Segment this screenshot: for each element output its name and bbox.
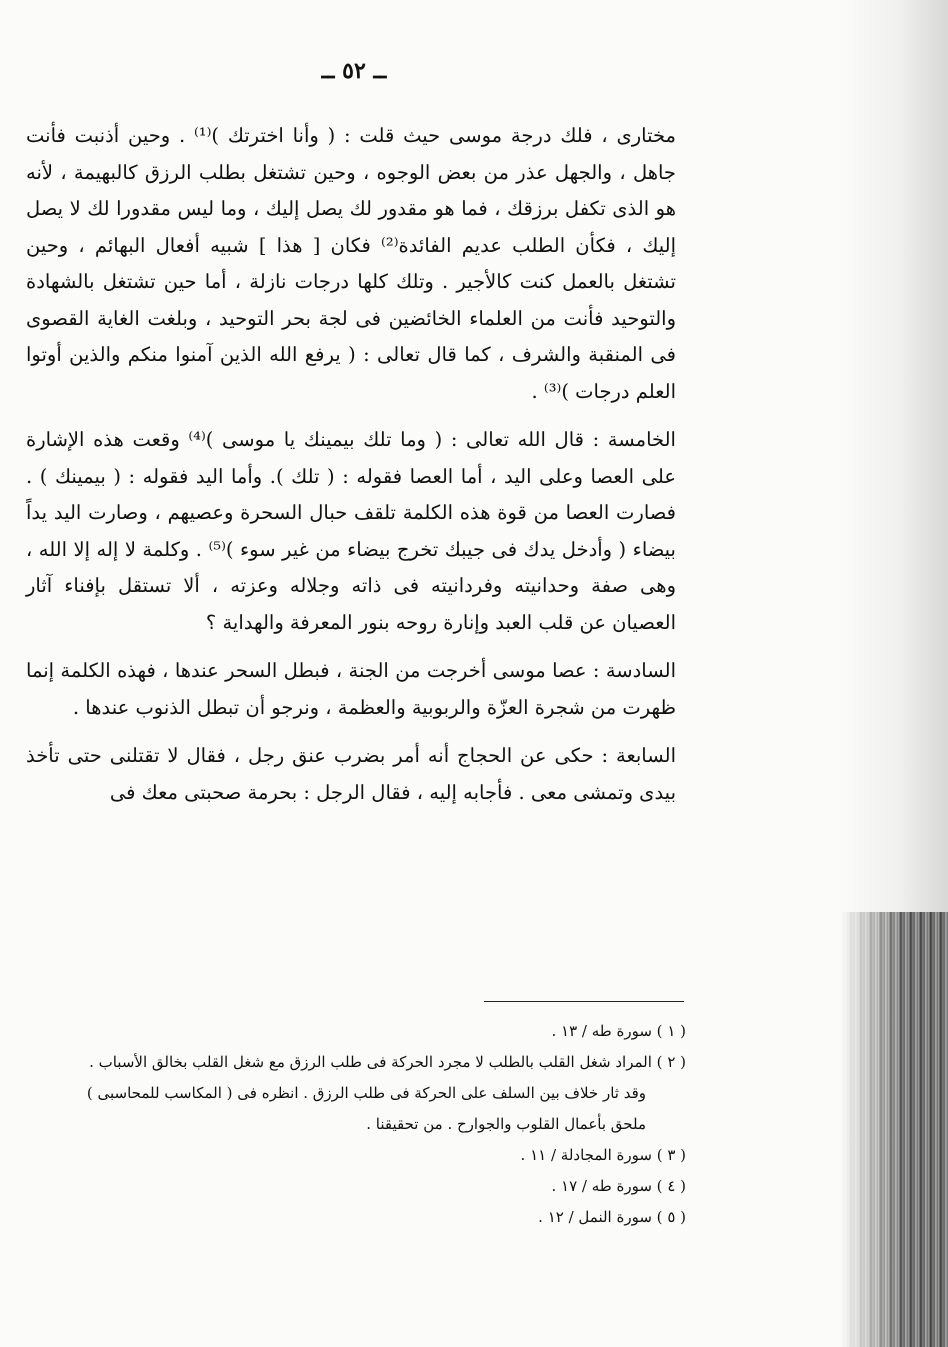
footnote-continuation: ملحق بأعمال القلوب والجوارح . من تحقيقنا . <box>366 1115 646 1133</box>
paragraph: السادسة : عصا موسى أخرجت من الجنة ، فبطل السحر عندها ، فهذه الكلمة إنما ظهرت من شجرة العزّة والربوبية والعظمة ، ونرجو أن تبطل الذنوب عندها . <box>26 659 676 719</box>
page-number: ــ ٥٢ ــ <box>321 58 387 84</box>
footnotes <box>26 1016 686 1233</box>
paragraph: مختارى ، فلك درجة موسى حيث قلت : ( وأنا اخترتك )⁽¹⁾ . وحين أذنبت فأنت جاهل ، والجهل عذر من بعض الوجوه ، وحين تشتغل بطلب الرزق كالبهيمة ، لأنه هو الذى تكفل برزقك ، فما هو مقدور لك يصل إليك ، وما ليس مقدورا لك لا يصل إليك ، فكأن الطلب عديم الفائدة⁽²⁾ فكان [ هذا ] شبيه أفعال البهائم ، وحين تشتغل بالعمل كنت كالأجير . وتلك كلها درجات نازلة ، أما حين تشتغل بالشهادة والتوحيد فأنت من العلماء الخائضين فى لجة بحر التوحيد ، وبلغت الغاية القصوى فى المنقبة والشرف ، كما قال تعالى : ( يرفع الله الذين آمنوا منكم والذين أوتوا العلم درجات )⁽³⁾ . <box>26 124 677 403</box>
footnote-continuation: وقد ثار خلاف بين السلف على الحركة فى طلب الرزق . انظره فى ( المكاسب للمحاسبى ) <box>86 1084 646 1102</box>
main-text <box>26 118 676 811</box>
footnote: ( ٢ ) المراد شغل القلب بالطلب لا مجرد الحركة فى طلب الرزق مع شغل القلب بخالق الأسباب . <box>89 1053 686 1071</box>
footnote: ( ٣ ) سورة المجادلة / ١١ . <box>520 1146 686 1164</box>
paragraph: الخامسة : قال الله تعالى : ( وما تلك بيمينك يا موسى )⁽⁴⁾ وقعت هذه الإشارة على العصا وعلى اليد ، أما العصا فقوله : ( تلك ). وأما اليد فقوله : ( بيمينك ) . فصارت العصا من قوة هذه الكلمة تلقف حبال السحرة وعصيهم ، وصارت اليد يداً بيضاء ( وأدخل يدك فى جيبك تخرج بيضاء من غير سوء )⁽⁵⁾ . وكلمة لا إله إلا الله ، وهى صفة وحدانيته وفردانيته فى ذاته وجلاله وعزته ، ألا تستقل بإفناء آثار العصيان عن قلب العبد وإنارة روحه بنور المعرفة والهداية ؟ <box>26 428 676 634</box>
footnote: ( ١ ) سورة طه / ١٣ . <box>551 1022 686 1040</box>
paragraph: السابعة : حكى عن الحجاج أنه أمر بضرب عنق رجل ، فقال لا تقتلنى حتى تأخذ بيدى وتمشى معى . فأجابه إليه ، فقال الرجل : بحرمة صحبتى معك فى <box>26 744 676 804</box>
footnote: ( ٤ ) سورة طه / ١٧ . <box>551 1177 686 1195</box>
scan-binding-fade <box>840 912 948 1347</box>
footnote-separator <box>484 1001 684 1002</box>
footnote: ( ٥ ) سورة النمل / ١٢ . <box>538 1208 686 1226</box>
